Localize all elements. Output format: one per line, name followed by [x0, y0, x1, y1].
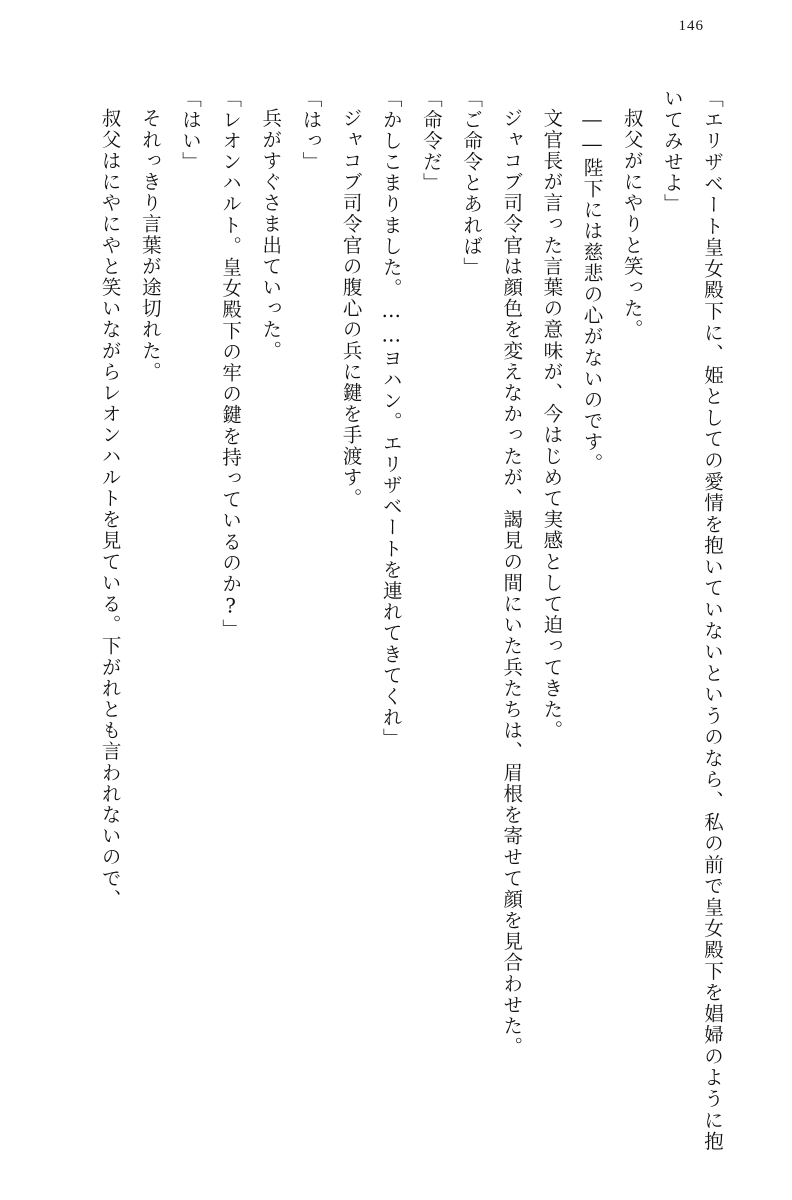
paragraph: それっきり言葉が途切れた。: [138, 107, 162, 382]
paragraph: 叔父はにやにやと笑いながらレオンハルトを見ている。下がれとも言われないので、: [98, 107, 122, 910]
paragraph: 「エリザベート皇女殿下に、姫としての愛情を抱いていないというのなら、私の前で皇女殿下を娼婦のように抱いてみせよ」: [660, 88, 724, 1152]
paragraph: 「はっ」: [299, 88, 323, 173]
paragraph: 兵がすぐさま出ていった。: [259, 107, 283, 361]
paragraph: 「レオンハルト。皇女殿下の牢の鍵を持っているのか?」: [219, 88, 243, 641]
page-number: 146: [678, 18, 704, 34]
page-body-text: [52, 88, 732, 1152]
paragraph: 「命令だ」: [419, 88, 443, 194]
paragraph: 叔父がにやりと笑った。: [620, 107, 644, 340]
paragraph: 「かしこまりました。……ヨハン。エリザベートを連れてきてくれ」: [379, 88, 403, 750]
paragraph: 「はい」: [178, 88, 202, 173]
paragraph: ジャコブ司令官の腹心の兵に鍵を手渡す。: [339, 107, 363, 509]
paragraph: ――陛下には慈悲の心がないのです。: [580, 107, 604, 474]
paragraph: ジャコブ司令官は顔色を変えなかったが、謁見の間にいた兵たちは、眉根を寄せて顔を見合わせた。: [500, 107, 524, 1057]
paragraph: 文官長が言った言葉の意味が、今はじめて実感として迫ってきた。: [540, 107, 564, 741]
paragraph: 「ご命令とあれば」: [460, 88, 484, 278]
